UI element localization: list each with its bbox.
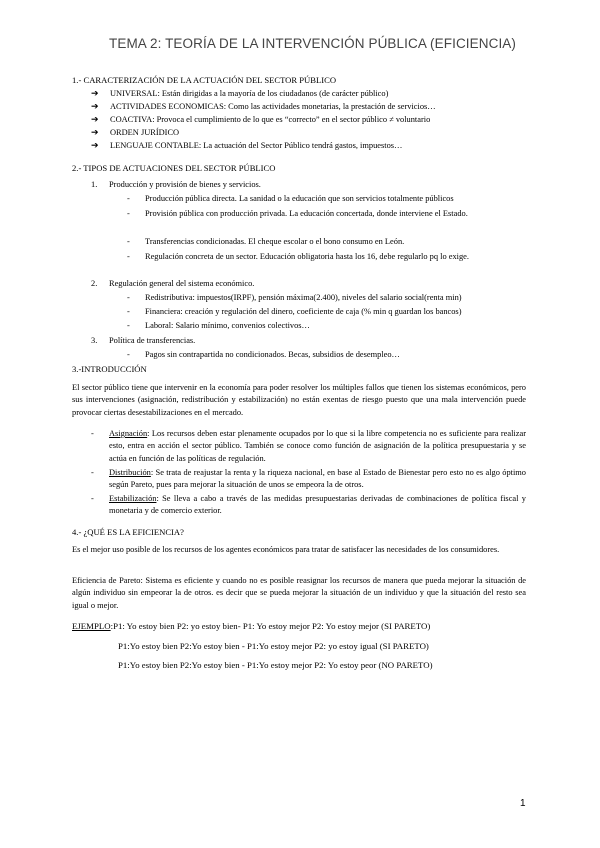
term-label: Asignación (109, 429, 148, 438)
dash-bullet: - (127, 194, 130, 203)
list-item: COACTIVA: Provoca el cumplimiento de lo que es “correcto” en el sector público ≠ voluntario (110, 115, 431, 124)
dash-bullet: - (91, 468, 94, 477)
list-item: Provisión pública con producción privada. La educación concertada, donde interviene el Estado. (145, 209, 468, 218)
dash-bullet: - (127, 209, 130, 218)
pareto-definition: Eficiencia de Pareto: Sistema es eficiente y cuando no es posible reasignar los recursos de manera que pueda mejorar la situación de algún individuo sin empeorar la de otros. es decir que se pueda mejorar la situación de un individuo y que la situación del resto sea igual o mejor. (72, 576, 526, 610)
list-item: ORDEN JURÍDICO (110, 128, 180, 137)
example-line (72, 621, 430, 631)
list-item: Producción pública directa. La sanidad o la educación que son servicios totalmente públicos (145, 194, 454, 203)
section-3-heading: 3.-INTRODUCCIÓN (72, 364, 147, 374)
example-line: P1:Yo estoy bien P2:Yo estoy bien - P1:Yo estoy mejor P2: Yo estoy peor (NO PARETO) (118, 660, 433, 670)
example-line: P1:Yo estoy bien P2:Yo estoy bien - P1:Yo estoy mejor P2: yo estoy igual (SI PARETO) (118, 641, 429, 651)
section-1-heading: 1.- CARACTERIZACIÓN DE LA ACTUACIÓN DEL SECTOR PÚBLICO (72, 75, 337, 85)
dash-bullet: - (91, 494, 94, 503)
list-item (109, 428, 526, 465)
term-label: Estabilización (109, 494, 157, 503)
group-title: Política de transferencias. (109, 336, 196, 345)
dash-bullet: - (127, 237, 130, 246)
intro-paragraph: El sector público tiene que intervenir en la economía para poder resolver los múltiples fallos que tienen los sistemas económicos, pero sus intervenciones (asignación, redistribución y estabilización) no están exentas de riesgo puesto que una mala intervención puede provocar ciertas desestabilizaciones en el mercado. (72, 383, 526, 417)
dash-bullet: - (127, 350, 130, 359)
list-item: Financiera: creación y regulación del dinero, coeficiente de caja (% min q guardan los bancos) (145, 307, 462, 316)
list-item: Transferencias condicionadas. El cheque escolar o el bono consumo en León. (145, 237, 405, 246)
list-item (109, 493, 526, 518)
dash-bullet: - (127, 293, 130, 302)
page-number: 1 (520, 798, 526, 809)
list-item: Redistributiva: impuestos(IRPF), pensión máxima(2.400), niveles del salario social(renta min) (145, 293, 462, 302)
list-item: Pagos sin contrapartida no condicionados. Becas, subsidios de desempleo… (145, 350, 400, 359)
efficiency-definition: Es el mejor uso posible de los recursos de los agentes económicos para tratar de satisfacer las necesidades de los consumidores. (72, 545, 500, 554)
term-description: : Se trata de reajustar la renta y la riqueza nacional, en base al Estado de Bienestar pero esto no es algo óptimo según Pareto, pues para mejorar la situación de unos se empeora la de otros. (109, 468, 526, 490)
list-number: 2. (91, 279, 98, 288)
list-item (109, 467, 526, 492)
page-header-title: TEMA 2: TEORÍA DE LA INTERVENCIÓN PÚBLICA (EFICIENCIA) (109, 36, 516, 51)
dash-bullet: - (91, 429, 94, 438)
list-item: ACTIVIDADES ECONOMICAS: Como las actividades monetarias, la prestación de servicios… (110, 102, 436, 111)
example-label: EJEMPLO (72, 621, 111, 631)
list-number: 3. (91, 336, 98, 345)
term-description: : Se lleva a cabo a través de las medidas presupuestarias derivadas de combinaciones de política fiscal y monetaria y de comercio exterior. (109, 494, 526, 516)
arrow-bullet-icon: ➔ (91, 88, 99, 98)
example-text: :P1: Yo estoy bien P2: yo estoy bien- P1: Yo estoy mejor P2: Yo estoy mejor (SI PARETO) (110, 621, 431, 631)
dash-bullet: - (127, 307, 130, 316)
list-item: Regulación concreta de un sector. Educación obligatoria hasta los 16, debe regularlo pq lo exige. (145, 252, 469, 261)
section-4-heading: 4.- ¿QUÉ ES LA EFICIENCIA? (72, 527, 184, 537)
term-label: Distribución (109, 468, 151, 477)
term-description: : Los recursos deben estar plenamente ocupados por lo que si la libre competencia no es suficiente para realizar esto, entra en acción el sector público. También se conoce como función de asignación de la política presupuestaria y se actúa en función de las políticas de regulación. (109, 429, 526, 463)
group-title: Regulación general del sistema económico. (109, 279, 255, 288)
arrow-bullet-icon: ➔ (91, 140, 99, 150)
dash-bullet: - (127, 252, 130, 261)
arrow-bullet-icon: ➔ (91, 101, 99, 111)
list-item: UNIVERSAL: Están dirigidas a la mayoría de los ciudadanos (de carácter público) (110, 89, 389, 98)
list-number: 1. (91, 180, 98, 189)
arrow-bullet-icon: ➔ (91, 114, 99, 124)
section-2-heading: 2.- TIPOS DE ACTUACIONES DEL SECTOR PÚBLICO (72, 163, 276, 173)
group-title: Producción y provisión de bienes y servicios. (109, 180, 261, 189)
list-item: Laboral: Salario mínimo, convenios colectivos… (145, 321, 310, 330)
list-item: LENGUAJE CONTABLE: La actuación del Sector Público tendrá gastos, impuestos… (110, 141, 403, 150)
arrow-bullet-icon: ➔ (91, 127, 99, 137)
dash-bullet: - (127, 321, 130, 330)
